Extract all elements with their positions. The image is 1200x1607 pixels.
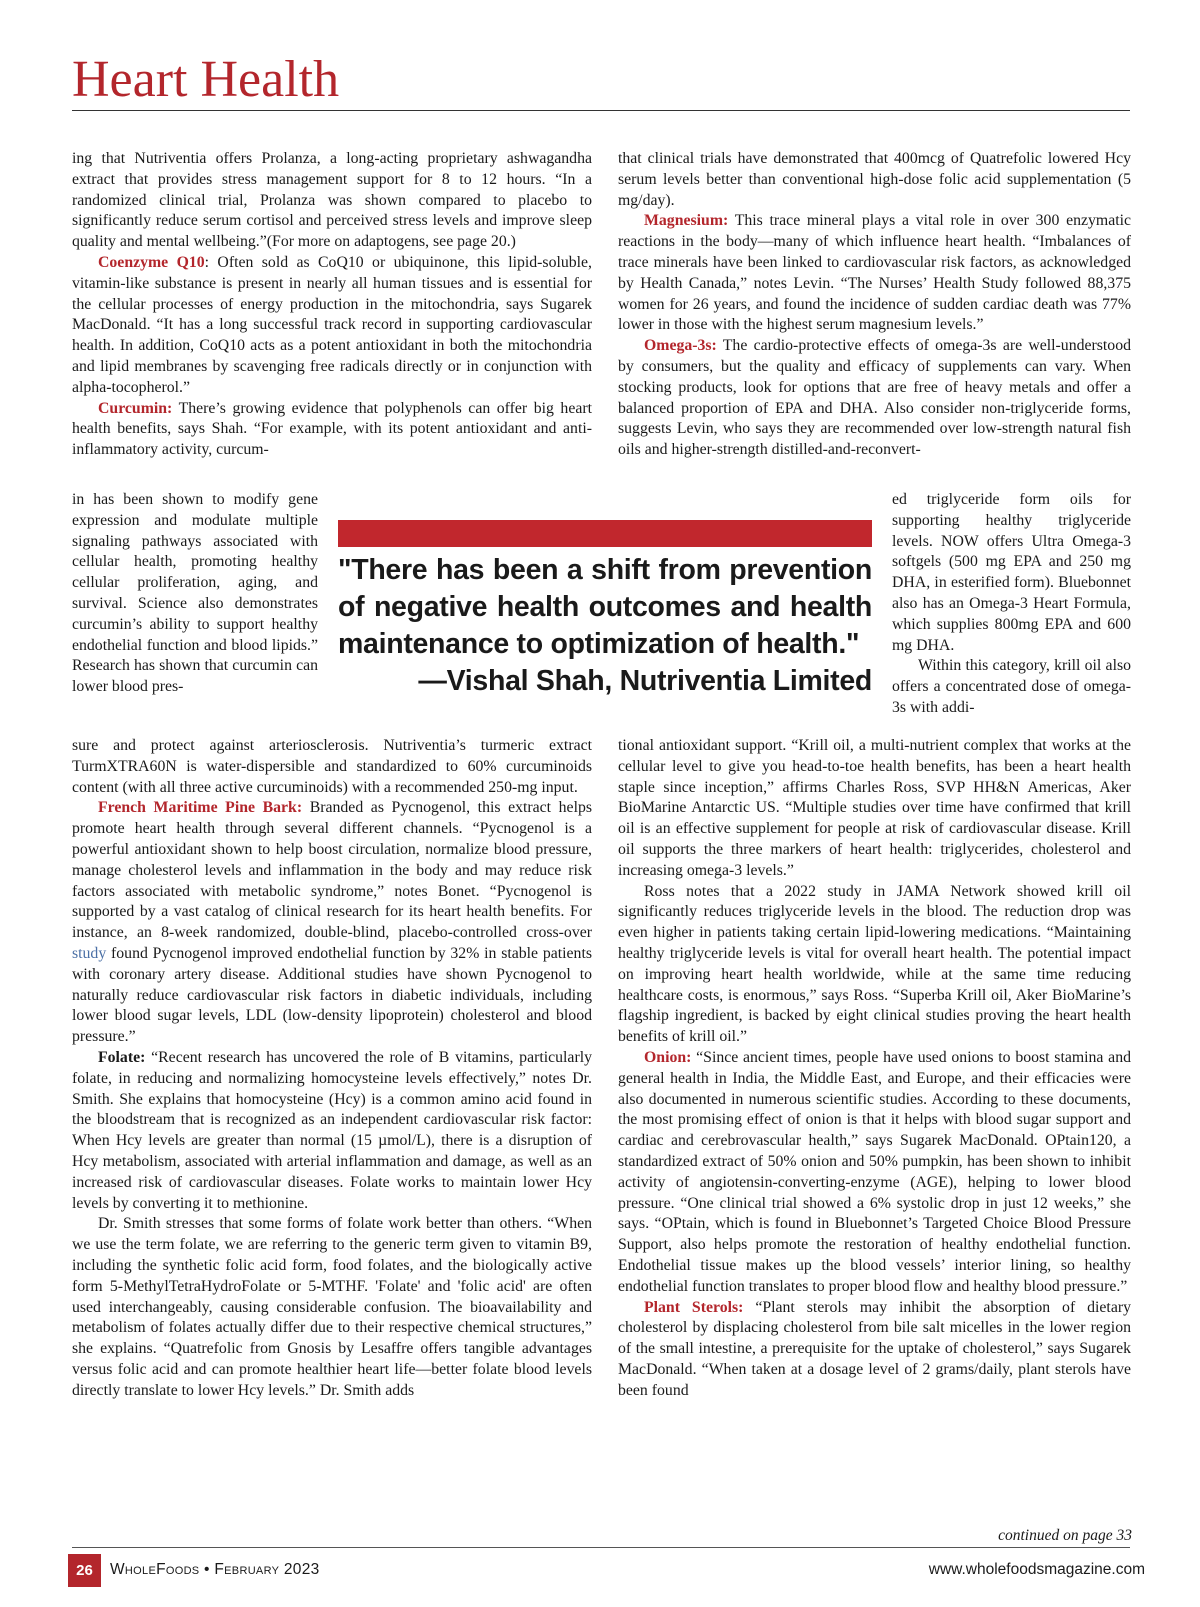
right-column-narrow bbox=[892, 490, 1131, 719]
issue-date: February 2023 bbox=[214, 1561, 320, 1578]
pull-quote-attribution: —Vishal Shah, Nutriventia Limited bbox=[418, 665, 872, 697]
paragraph-quatrefolic: that clinical trials have demonstrated that 400mcg of Quatrefolic lowered Hcy serum levels better than conventional high-dose folic acid supplementation (5 mg/day). bbox=[618, 150, 1131, 209]
paragraph-coq10 bbox=[72, 253, 592, 399]
omega3-text: The cardio-protective effects of omega-3s are well-understood by consumers, but the quality and efficacy of supplements can vary. When stocking products, look for options that are free of heavy metals and offer a balanced proportion of EPA and DHA. Also consider non-triglyceride forms, suggests Levin, who says they are recommended over low-strength natural fish oils and higher-strength distilled-and-reconvert- bbox=[618, 337, 1131, 459]
paragraph-ross: Ross notes that a 2022 study in JAMA Network showed krill oil significantly reduces triglyceride levels in the blood. The reduction drop was even higher in patients taking certain lipid-lowering medications. “Maintaining healthy triglyceride levels is vital for overall heart health. The potential impact on improving heart health worldwide, while at the same time reducing healthcare costs, is enormous,” says Ross. “Superba Krill oil, Aker BioMarine’s flagship ingredient, is backed by eight clinical studies proving the heart health benefits of krill oil.” bbox=[618, 882, 1131, 1046]
publication-line bbox=[110, 1561, 320, 1579]
paragraph-curcumin bbox=[72, 399, 592, 461]
term-omega3: Omega-3s: bbox=[644, 337, 717, 355]
paragraph-magnesium bbox=[618, 211, 1131, 336]
magnesium-text: This trace mineral plays a vital role in over 300 enzymatic reactions in the body—many of which influence heart health. “Imbalances of trace minerals have been linked to cardiovascular risk factors, as acknowledged by Health Canada,” notes Levin. “The Nurses’ Health Study followed 88,375 women for 26 years, and found the incidence of sudden cardiac death was 77% lower in those with the highest serum magnesium levels.” bbox=[618, 212, 1131, 334]
paragraph-onion bbox=[618, 1048, 1131, 1298]
pine-text-2: found Pycnogenol improved endothelial function by 32% in stable patients with coronary artery disease. Additional studies have shown Pycnogenol to naturally reduce cardiovascular risk factors in diabetic individuals, including lower blood sugar levels, LDL (low-density lipoprotein) cholesterol and blood pressure.” bbox=[72, 944, 592, 1046]
study-link[interactable]: study bbox=[72, 944, 107, 962]
term-folate: Folate: bbox=[98, 1048, 146, 1066]
section-title: Heart Health bbox=[72, 51, 340, 108]
paragraph-folate bbox=[72, 1048, 592, 1214]
paragraph-omega3 bbox=[618, 336, 1131, 461]
paragraph-pine-bark bbox=[72, 798, 592, 1048]
website-url[interactable]: www.wholefoodsmagazine.com bbox=[928, 1561, 1145, 1578]
left-column-narrow bbox=[72, 490, 318, 698]
paragraph-prolanza: ing that Nutriventia offers Prolanza, a long-acting proprietary ashwagandha extract that provides stress management support for 8 to 12 hours. “In a randomized clinical trial, Prolanza was shown compared to placebo to significantly reduce serum cortisol and perceived stress levels and improve sleep quality and mental wellbeing.”(For more on adaptogens, see page 20.) bbox=[72, 150, 592, 251]
page-number-badge: 26 bbox=[68, 1554, 101, 1587]
curcumin-text: There’s growing evidence that polyphenols can offer big heart health benefits, says Shah. “For example, with its potent antioxidant and anti-inflammatory activity, curcum- bbox=[72, 399, 592, 459]
left-column-top bbox=[72, 149, 592, 461]
left-column-bottom bbox=[72, 736, 592, 1402]
right-column-bottom bbox=[618, 736, 1131, 1402]
paragraph-smith: Dr. Smith stresses that some forms of folate work better than others. “When we use the term folate, we are referring to the generic term given to vitamin B9, including the synthetic folic acid form, food folates, and the biologically active form 5-MethylTetraHydroFolate or 5-MTHF. 'Folate' and 'folic acid' are often used interchangeably, causing considerable confusion. The bioavailability and metabolism of folates actually differ due to their respective chemical structures,” she explains. “Quatrefolic from Gnosis by Lesaffre offers tangible advantages versus folic acid and can promote healthier heart life—better folate blood levels directly translate to lower Hcy levels.” Dr. Smith adds bbox=[72, 1215, 592, 1399]
paragraph-plant-sterols bbox=[618, 1298, 1131, 1402]
continued-note[interactable]: continued on page 33 bbox=[998, 1527, 1132, 1544]
term-onion: Onion: bbox=[644, 1048, 692, 1066]
coq10-text: : Often sold as CoQ10 or ubiquinone, this lipid-soluble, vitamin-like substance is present in nearly all human tissues and is essential for the cellular processes of energy production in the mitochondria, says Sugarek MacDonald. “It has a long successful track record in supporting cardiovascular health. In addition, CoQ10 acts as a potent antioxidant in both the mitochondria and lipid membranes by scavenging free radicals directly or in conjunction with alpha-tocopherol.” bbox=[72, 253, 592, 396]
publication-separator: • bbox=[199, 1561, 215, 1578]
omega3-narrow-text: ed triglyceride form oils for supporting healthy triglyceride levels. NOW offers Ultra Omega-3 softgels (500 mg EPA and 250 mg DHA, in esterified form). Bluebonnet also has an Omega-3 Heart Formula, which supplies 800mg EPA and 600 mg DHA. bbox=[892, 491, 1131, 654]
curcumin-continued: sure and protect against arteriosclerosis. Nutriventia’s turmeric extract TurmXTRA60N is water-dispersible and standardized to 60% curcuminoids content (with all three active curcuminoids) with a recommended 250-mg input. bbox=[72, 737, 592, 796]
folate-text: “Recent research has uncovered the role of B vitamins, particularly folate, in reducing and normalizing homocysteine levels effectively,” notes Dr. Smith. She explains that homocysteine (Hcy) is a common amino acid found in the bloodstream that is recognized as an independent cardiovascular risk factor: When Hcy levels are greater than normal (15 µmol/L), there is a disruption of Hcy metabolism, associated with arterial inflammation and damage, as well as an increased risk of cardiovascular diseases. Folate works to maintain lower Hcy levels by converting it to methionine. bbox=[72, 1048, 592, 1212]
footer-divider bbox=[72, 1547, 1130, 1548]
pull-quote-text: "There has been a shift from prevention of negative health outcomes and health maintenance to optimization of health." bbox=[338, 554, 872, 660]
krill-narrow-text: Within this category, krill oil also offers a concentrated dose of omega-3s with addi- bbox=[892, 657, 1131, 716]
title-divider bbox=[72, 110, 1130, 111]
term-coq10: Coenzyme Q10 bbox=[98, 253, 205, 271]
term-magnesium: Magnesium: bbox=[644, 212, 729, 230]
term-curcumin: Curcumin: bbox=[98, 399, 173, 417]
term-pine-bark: French Maritime Pine Bark: bbox=[98, 799, 303, 817]
term-plant-sterols: Plant Sterols: bbox=[644, 1298, 744, 1316]
pull-quote-bar bbox=[338, 520, 872, 547]
pine-text-1: Branded as Pycnogenol, this extract helps promote heart health through several different channels. “Pycnogenol is a powerful antioxidant shown to help boost circulation, normalize blood pressure, manage cholesterol levels and inflammation in the body and may reduce risk factors associated with metabolic syndrome,” notes Bonet. “Pycnogenol is supported by a vast catalog of clinical research for its heart health benefits. For instance, an 8-week randomized, double-blind, placebo-controlled cross-over bbox=[72, 799, 592, 942]
publication-name: WholeFoods bbox=[110, 1561, 200, 1578]
right-column-top bbox=[618, 149, 1131, 461]
onion-text: “Since ancient times, people have used onions to boost stamina and general health in India, the Middle East, and Europe, and their efficacies were also documented in numerous scientific studies. According to these documents, the most promising effect of onion is that it helps with blood sugar support and cardiac and cerebrovascular health,” says Sugarek MacDonald. OPtain120, a standardized extract of 50% onion and 50% pumpkin, has been shown to inhibit activity of angiotensin-converting-enzyme (AGE), helping to lower blood pressure. “One clinical trial showed a 6% systolic drop in just 12 weeks,” she says. “OPtain, which is found in Bluebonnet’s Targeted Choice Blood Pressure Support, also helps promote the restoration of healthy endothelial function. Endothelial tissue makes up the blood vessels’ interior lining, so healthy endothelial function translates to proper blood flow and healthy blood pressure.” bbox=[618, 1048, 1131, 1295]
curcumin-narrow-text: in has been shown to modify gene expression and modulate multiple signaling pathways associated with cellular health, promoting healthy cellular proliferation, aging, and survival. Science also demonstrates curcumin’s ability to support healthy endothelial function and blood lipids.” Research has shown that curcumin can lower blood pres- bbox=[72, 491, 318, 696]
krill-continued: tional antioxidant support. “Krill oil, a multi-nutrient complex that works at the cellular level to give you head-to-toe health benefits, has been a heart health staple since inception,” affirms Charles Ross, SVP HH&N Americas, Aker BioMarine Antarctic US. “Multiple studies over time have confirmed that krill oil is an effective supplement for people at risk of cardiovascular disease. Krill oil supports the three markers of heart health: triglycerides, cholesterol and increasing omega-3 levels.” bbox=[618, 737, 1131, 879]
plant-sterols-text: “Plant sterols may inhibit the absorption of dietary cholesterol by displacing cholesterol from bile salt micelles in the lower region of the small intestine, a prerequisite for the uptake of cholesterol,” says Sugarek MacDonald. “When taken at a dosage level of 2 grams/daily, plant sterols have been found bbox=[618, 1298, 1131, 1399]
